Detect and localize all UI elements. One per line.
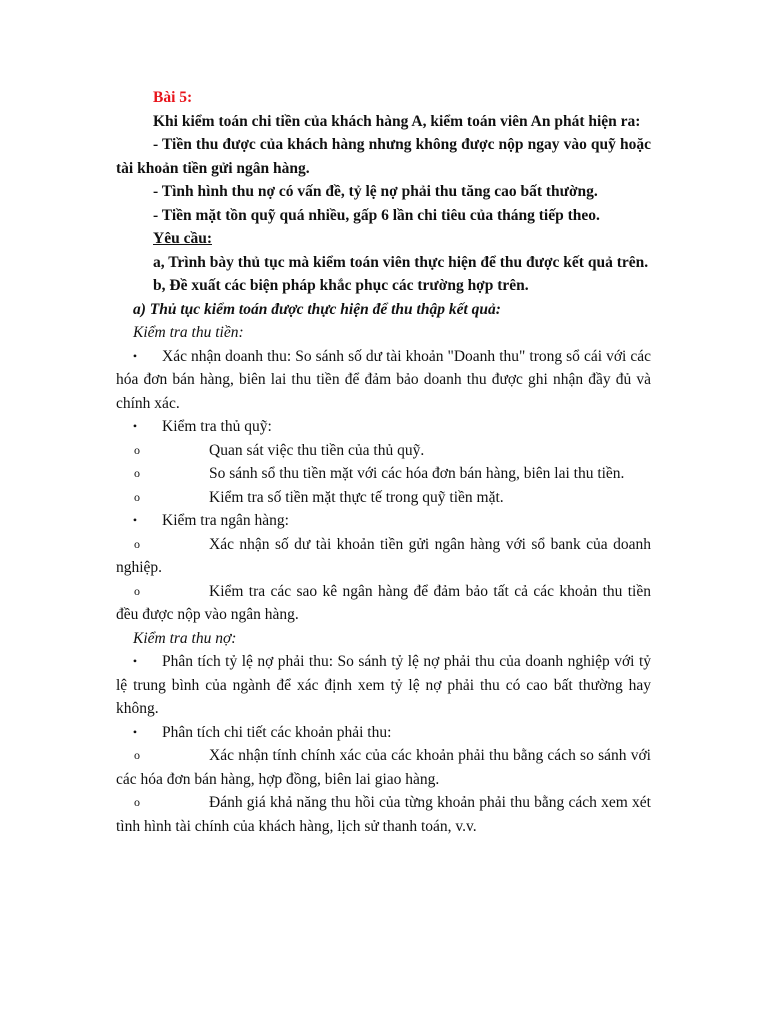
list-item-text: Phân tích tỷ lệ nợ phải thu: So sánh tỷ lệ nợ phải thu của doanh nghiệp với tỷ lệ trung bình của ngành để xác định xem tỷ lệ nợ phải thu có cao bất thường hay không. [116, 653, 651, 717]
circle-marker: o [134, 748, 140, 762]
sub-list-item [116, 744, 651, 791]
list-item-text: Xác nhận số dư tài khoản tiền gửi ngân hàng với sổ bank của doanh nghiệp. [116, 535, 651, 576]
finding-2: - Tình hình thu nợ có vấn đề, tỷ lệ nợ phải thu tăng cao bất thường. [153, 183, 598, 200]
circle-marker: o [134, 442, 140, 457]
list-item-text: Kiểm tra các sao kê ngân hàng để đảm bảo tất cả các khoản thu tiền đều được nộp vào ngân hàng. [116, 582, 651, 623]
circle-marker: o [134, 489, 140, 504]
sub-list-item [116, 791, 651, 838]
list-item-text: Quan sát việc thu tiền của thủ quỹ. [209, 441, 425, 459]
exercise-title: Bài 5: [153, 89, 193, 106]
requirement-b: b, Đề xuất các biện pháp khắc phục các trường hợp trên. [153, 277, 529, 294]
list-item-text: Đánh giá khả năng thu hồi của từng khoản phải thu bằng cách xem xét tình hình tài chính của khách hàng, lịch sử thanh toán, v.v. [116, 794, 651, 835]
list-item-text: Kiểm tra ngân hàng: [162, 512, 289, 529]
requirement-heading [116, 227, 651, 251]
circle-marker: o [134, 795, 140, 809]
section-title-thu-tien: Kiểm tra thu tiền: [133, 324, 244, 341]
circle-marker: o [134, 466, 140, 480]
circle-marker: o [134, 583, 140, 598]
requirement-label: Yêu cầu: [153, 230, 212, 247]
list-item-text: So sánh sổ thu tiền mặt với các hóa đơn bán hàng, biên lai thu tiền. [209, 465, 625, 482]
bullet-marker: • [132, 724, 138, 739]
finding-1: - Tiền thu được của khách hàng nhưng không được nộp ngay vào quỹ hoặc tài khoản tiền gửi ngân hàng. [116, 136, 651, 177]
exercise-intro: Khi kiểm toán chi tiền của khách hàng A, kiểm toán viên An phát hiện ra: [153, 112, 641, 130]
finding-3: - Tiền mặt tồn quỹ quá nhiều, gấp 6 lần chi tiêu của tháng tiếp theo. [153, 206, 600, 224]
bullet-list-item [116, 721, 651, 745]
requirement-a: a, Trình bày thủ tục mà kiểm toán viên thực hiện để thu được kết quả trên. [153, 253, 649, 271]
section-title-thu-no: Kiểm tra thu nợ: [133, 629, 237, 647]
sub-list-item [116, 462, 651, 486]
list-item-text: Xác nhận doanh thu: So sánh số dư tài khoản "Doanh thu" trong sổ cái với các hóa đơn bán hàng, biên lai thu tiền để đảm bảo doanh thu được ghi nhận đầy đủ và chính xác. [116, 347, 651, 412]
bullet-marker: • [132, 419, 138, 433]
bullet-list-item [116, 509, 651, 533]
circle-marker: o [134, 536, 140, 551]
bullet-list-item [116, 345, 651, 416]
sub-list-item [116, 439, 651, 463]
list-item-text: Phân tích chi tiết các khoản phải thu: [162, 723, 392, 741]
list-item-text: Kiểm tra thủ quỹ: [162, 418, 272, 435]
bullet-marker: • [132, 513, 138, 527]
bullet-list-item [116, 650, 651, 721]
list-item-text: Kiểm tra số tiền mặt thực tế trong quỹ tiền mặt. [209, 488, 504, 506]
list-item-text: Xác nhận tính chính xác của các khoản phải thu bằng cách so sánh với các hóa đơn bán hàng, hợp đồng, biên lai giao hàng. [116, 747, 651, 788]
bullet-marker: • [132, 654, 138, 668]
section-list-thu-tien [116, 345, 651, 627]
bullet-marker: • [132, 348, 138, 363]
sub-list-item [116, 580, 651, 627]
document-page [116, 86, 651, 838]
answer-heading-a: a) Thủ tục kiểm toán được thực hiện để thu thập kết quả: [133, 300, 501, 318]
sub-list-item [116, 486, 651, 510]
bullet-list-item [116, 415, 651, 439]
section-list-thu-no [116, 650, 651, 838]
sub-list-item [116, 533, 651, 580]
